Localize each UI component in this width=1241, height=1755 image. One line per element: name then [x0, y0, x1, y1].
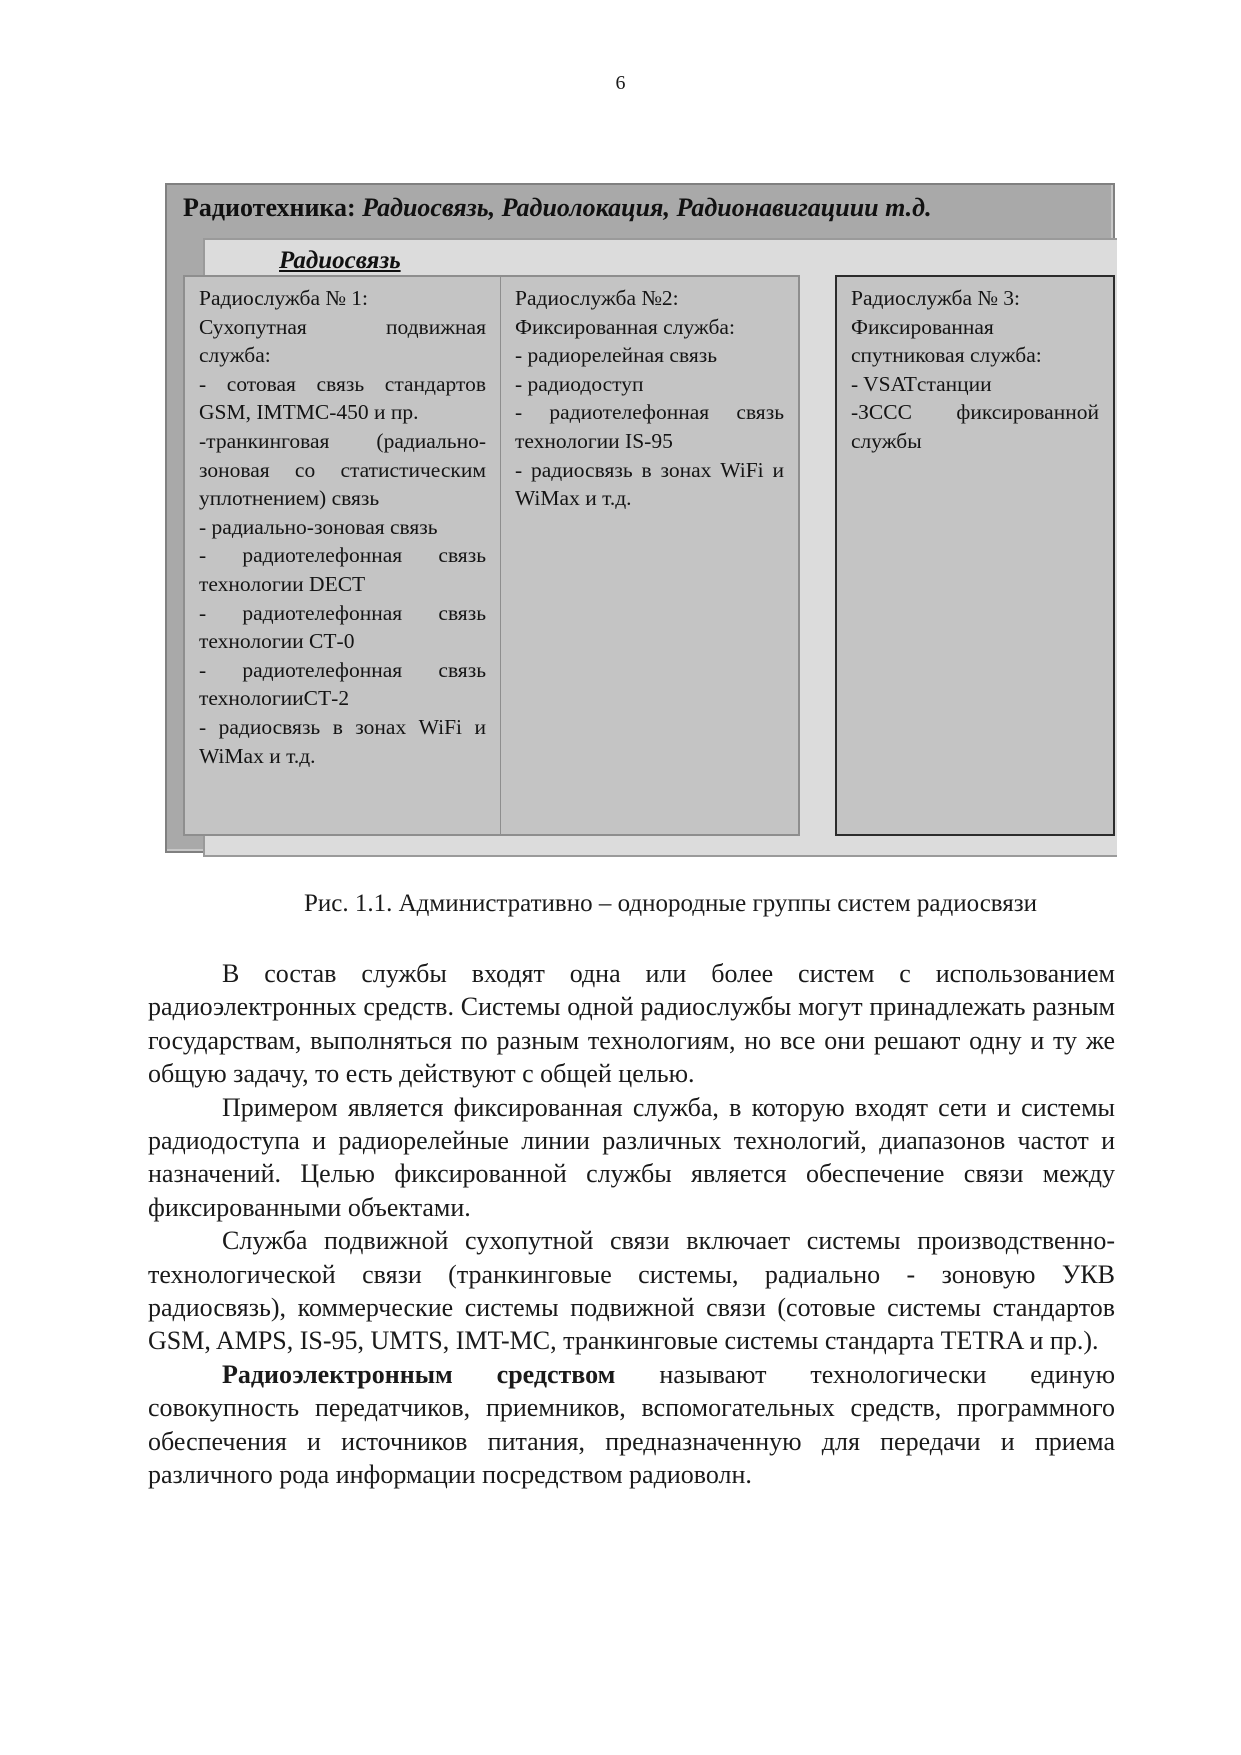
service-2-subheading: Фиксированная служба: — [515, 314, 735, 339]
radiotechnics-title — [183, 193, 932, 223]
service-1-heading: Радиослужба № 1: — [199, 286, 369, 310]
paragraph-2: Примером является фиксированная служба, в которую входят сети и системы радиодоступа и радиорелейные линии различных технологий, диапазонов частот и назначений. Целью фиксированной службы является обеспечение связи между фиксированными объектами. — [148, 1092, 1115, 1222]
service-1-line-a: Сухопутная подвижная — [199, 314, 486, 339]
service-2-heading: Радиослужба №2: — [515, 286, 679, 310]
paragraph-3: Служба подвижной сухопутной связи включает системы производственно-технологической связи (транкинговые системы, радиально - зоновую УКВ радиосвязь), коммерческие системы подвижной связи (сотовые системы стандартов GSM, AMPS, IS-95, UMTS, IMT-MC, транкинговые системы стандарта TETRA и пр.). — [148, 1226, 1115, 1356]
radiocommunication-title: Радиосвязь — [279, 247, 401, 274]
figure-caption: Рис. 1.1. Административно – однородные группы систем радиосвязи — [303, 890, 1038, 917]
service-3-heading: Радиослужба № 3: — [851, 286, 1021, 310]
service-2-item: - радиорелейная связь — [515, 343, 718, 368]
radio-service-1-box — [183, 275, 501, 836]
radiotechnics-title-italic: Радиосвязь, Радиолокация, Радионавигациии т.д. — [362, 193, 932, 222]
service-1-item: - радиотелефонная связь технологииСТ-2 — [199, 657, 486, 711]
service-2-item: - радиосвязь в зонах WiFi и WiMax и т.д. — [515, 457, 784, 511]
radio-services-diagram — [165, 183, 1115, 853]
service-3-item: - VSATстанции — [851, 371, 992, 396]
paragraph-4: Радиоэлектронным средством называют технологически единую совокупность передатчиков, приемников, вспомогательных средств, программного обеспечения и источников питания, предназначенную для передачи и приема различного рода информации посредством радиоволн. — [148, 1359, 1115, 1490]
radio-service-2-box — [500, 275, 800, 836]
paragraph-1: В состав службы входят одна или более систем с использованием радиоэлектронных средств. Системы одной радиослужбы могут принадлежать разным государствам, выполняться по разным технологиям, но все они решают одну и ту же общую задачу, то есть действуют с общей целью. — [148, 959, 1115, 1089]
service-1-line-b: служба: — [199, 343, 271, 368]
service-1-item: - радиосвязь в зонах WiFi и WiMax и т.д. — [199, 714, 486, 768]
service-2-item: - радиодоступ — [515, 371, 644, 396]
service-1-item: - радиально-зоновая связь — [199, 514, 438, 539]
service-1-item: - сотовая связь стандартов GSM, IMTMC-450 и пр. — [199, 371, 486, 425]
body-text — [148, 957, 1115, 1492]
page-number: 6 — [615, 72, 626, 94]
service-3-item: -ЗССС фиксированной службы — [851, 400, 1099, 453]
term-radioelectronic-means: Радиоэлектронным средством — [222, 1359, 616, 1389]
service-1-item: - радиотелефонная связь технологии СТ-0 — [199, 600, 486, 654]
service-2-item: - радиотелефонная связь технологии IS-95 — [515, 400, 784, 453]
service-3-subheading: Фиксированная спутниковая служба: — [851, 314, 1042, 368]
radio-service-3-box — [835, 275, 1115, 836]
service-1-item: - радиотелефонная связь технологии DECT — [199, 543, 486, 596]
radiotechnics-title-bold: Радиотехника: — [183, 193, 363, 222]
service-1-item: -транкинговая (радиально-зоновая со статистическим уплотнением) связь — [199, 428, 486, 511]
